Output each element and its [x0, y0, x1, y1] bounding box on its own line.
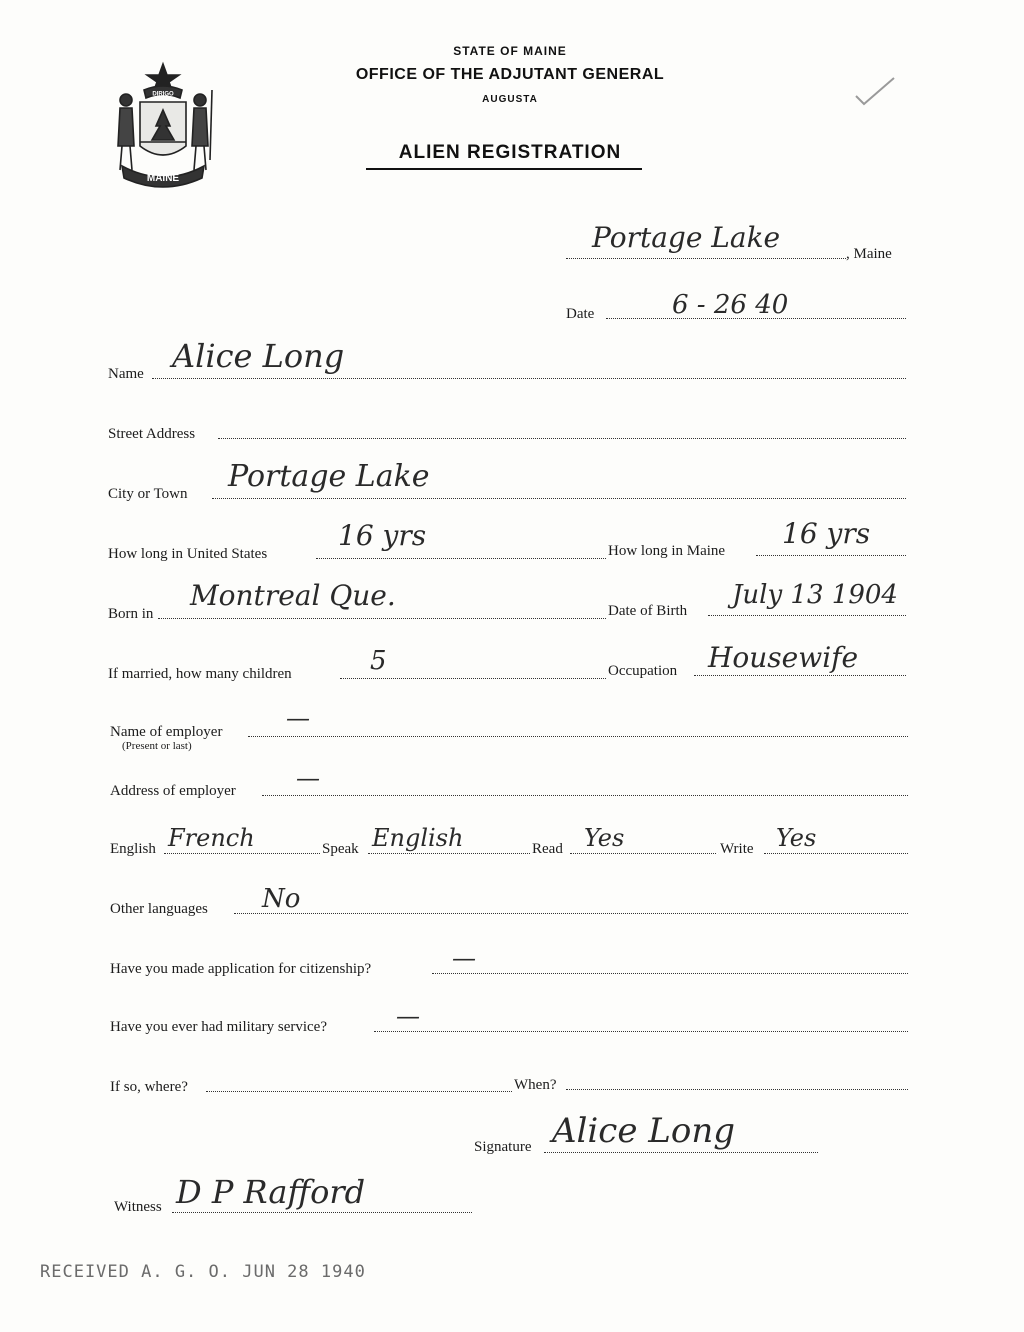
- employer-address-value: —: [296, 764, 320, 792]
- children-label: If married, how many children: [108, 666, 292, 682]
- where-label: If so, where?: [110, 1079, 188, 1095]
- witness-label: Witness: [114, 1199, 162, 1215]
- how-long-us-label: How long in United States: [108, 546, 268, 562]
- how-long-maine-value: 16 yrs: [782, 517, 871, 550]
- date-label: Date: [566, 306, 595, 322]
- born-in-line: [158, 618, 606, 619]
- check-mark-icon: [852, 74, 898, 108]
- write-label: Write: [720, 841, 754, 857]
- military-line: [374, 1031, 908, 1032]
- form-title: ALIEN REGISTRATION: [398, 142, 622, 163]
- other-languages-line: [234, 913, 908, 914]
- header-office: OFFICE OF THE ADJUTANT GENERAL: [355, 66, 665, 83]
- name-value: Alice Long: [172, 337, 345, 375]
- date-of-birth-label: Date of Birth: [608, 603, 688, 619]
- other-languages-value: No: [262, 884, 301, 914]
- citizenship-line: [432, 973, 908, 974]
- date-value: 6 - 26 40: [672, 290, 789, 320]
- children-value: 5: [370, 646, 387, 676]
- received-stamp: RECEIVED A. G. O. JUN 28 1940: [40, 1262, 366, 1282]
- name-line: [152, 378, 906, 379]
- title-underline: [366, 168, 642, 170]
- read-label: Read: [532, 841, 563, 857]
- street-address-label: Street Address: [108, 426, 196, 442]
- witness-value: D P Rafford: [176, 1173, 366, 1211]
- speak-value: English: [372, 824, 464, 852]
- how-long-us-line: [316, 558, 606, 559]
- witness-line: [172, 1212, 472, 1213]
- employer-name-label: Name of employer: [110, 724, 223, 740]
- when-line: [566, 1089, 908, 1090]
- english-value: French: [168, 824, 255, 852]
- city-label: City or Town: [108, 486, 188, 502]
- speak-label: Speak: [322, 841, 359, 857]
- english-line: [164, 853, 320, 854]
- read-line: [570, 853, 716, 854]
- how-long-us-value: 16 yrs: [338, 519, 427, 552]
- seal-text: MAINE: [146, 173, 180, 184]
- date-of-birth-line: [708, 615, 906, 616]
- occupation-label: Occupation: [608, 663, 678, 679]
- how-long-maine-label: How long in Maine: [608, 543, 726, 559]
- children-line: [340, 678, 606, 679]
- employer-name-value: —: [286, 704, 310, 732]
- when-label: When?: [514, 1077, 557, 1093]
- place-suffix: , Maine: [846, 246, 892, 262]
- speak-line: [368, 853, 530, 854]
- occupation-line: [694, 675, 906, 676]
- write-value: Yes: [776, 824, 817, 852]
- signature-line: [544, 1152, 818, 1153]
- employer-name-line: [248, 736, 908, 737]
- signature-label: Signature: [474, 1139, 532, 1155]
- employer-name-sublabel: (Present or last): [122, 740, 192, 752]
- citizenship-label: Have you made application for citizenship?: [110, 961, 372, 977]
- place-value: Portage Lake: [592, 221, 781, 254]
- signature-value: Alice Long: [552, 1111, 735, 1151]
- write-line: [764, 853, 908, 854]
- born-in-label: Born in: [108, 606, 154, 622]
- employer-address-label: Address of employer: [110, 783, 236, 799]
- occupation-value: Housewife: [708, 641, 859, 674]
- date-of-birth-value: July 13 1904: [732, 580, 898, 610]
- born-in-value: Montreal Que.: [190, 579, 396, 612]
- street-address-line: [218, 438, 906, 439]
- english-label: English: [110, 841, 156, 857]
- seal-motto: DIRIGO: [152, 91, 174, 98]
- city-line: [212, 498, 906, 499]
- where-line: [206, 1091, 512, 1092]
- state-seal-icon: [104, 60, 222, 190]
- city-value: Portage Lake: [228, 459, 430, 494]
- military-label: Have you ever had military service?: [110, 1019, 327, 1035]
- military-value: —: [396, 1002, 420, 1030]
- name-label: Name: [108, 366, 144, 382]
- employer-address-line: [262, 795, 908, 796]
- other-languages-label: Other languages: [110, 901, 208, 917]
- header-city: AUGUSTA: [482, 94, 538, 105]
- citizenship-value: —: [452, 944, 476, 972]
- read-value: Yes: [584, 824, 625, 852]
- place-line: [566, 258, 846, 259]
- header-state: STATE OF MAINE: [453, 44, 567, 58]
- how-long-maine-line: [756, 555, 906, 556]
